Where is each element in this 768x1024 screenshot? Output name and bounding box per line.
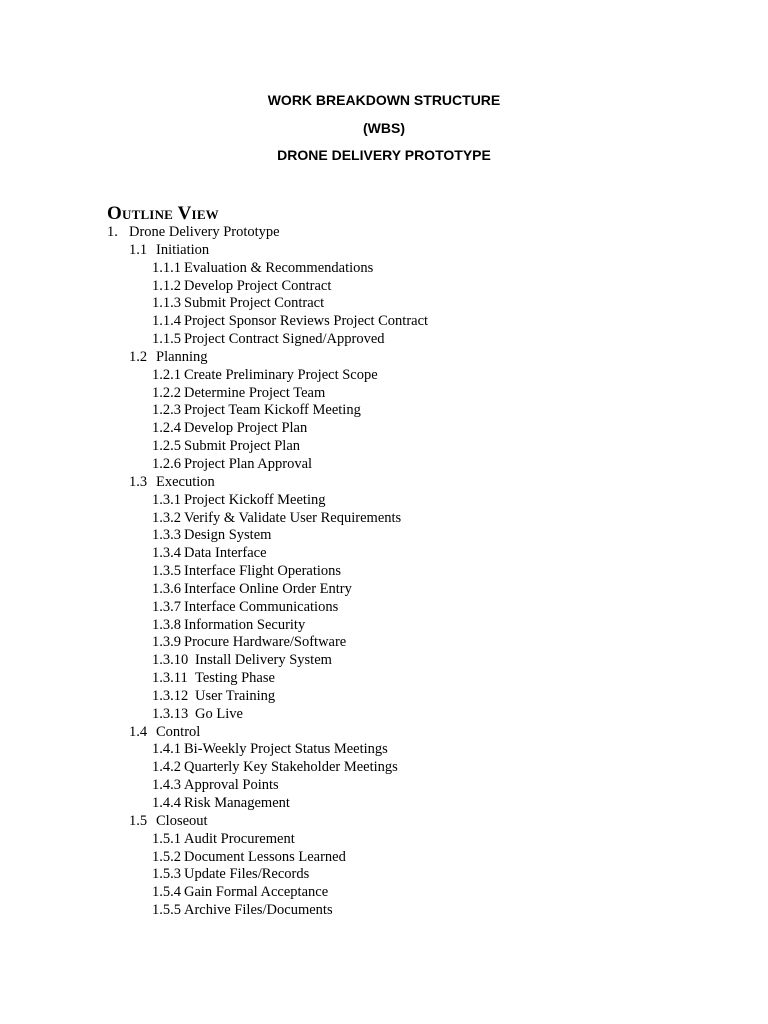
outline-item-label: Quarterly Key Stakeholder Meetings bbox=[184, 759, 398, 776]
outline-item-number: 1.2.3 bbox=[152, 402, 181, 419]
outline-item-1-3-2 bbox=[0, 510, 768, 528]
outline-item-label: Interface Online Order Entry bbox=[184, 580, 352, 597]
outline-item-number: 1.1.5 bbox=[152, 331, 181, 348]
outline-item-number: 1.3.1 bbox=[152, 491, 181, 508]
outline-item-1-3-1 bbox=[0, 492, 768, 510]
outline-item-label: Bi-Weekly Project Status Meetings bbox=[184, 741, 388, 758]
outline-item-label: Evaluation & Recommendations bbox=[184, 259, 374, 276]
outline-item-label: Project Contract Signed/Approved bbox=[184, 331, 385, 348]
outline-item-label: Develop Project Plan bbox=[184, 420, 308, 437]
outline-item-1-3-5 bbox=[0, 563, 768, 581]
outline-item-label: Control bbox=[156, 723, 201, 740]
outline-item-1-3-8 bbox=[0, 617, 768, 635]
outline-item-1-2 bbox=[0, 349, 768, 367]
outline-item-number: 1.4.4 bbox=[152, 795, 181, 811]
outline-item-1-2-4 bbox=[0, 420, 768, 438]
outline-item-1-3-11 bbox=[0, 670, 768, 688]
outline-item-1-1 bbox=[0, 242, 768, 260]
outline-item-number: 1.3.7 bbox=[152, 598, 181, 615]
outline-item-label: Procure Hardware/Software bbox=[184, 634, 347, 651]
outline-item-1-5-2 bbox=[0, 849, 768, 867]
outline-item-number: 1.2.2 bbox=[152, 384, 181, 401]
outline-item-number: 1.1.1 bbox=[152, 259, 181, 276]
outline-item-1-1-1 bbox=[0, 260, 768, 278]
outline-item-label: Design System bbox=[184, 527, 272, 544]
outline-item-label: Project Plan Approval bbox=[184, 455, 313, 472]
header-title-line-1: WORK BREAKDOWN STRUCTURE bbox=[267, 92, 501, 108]
outline-item-label: Document Lessons Learned bbox=[184, 848, 346, 865]
outline-item-1-3 bbox=[0, 474, 768, 492]
outline-item-number: 1.5.5 bbox=[152, 902, 181, 919]
outline-item-label: Project Sponsor Reviews Project Contract bbox=[184, 313, 429, 330]
outline-item-label: Information Security bbox=[184, 616, 306, 633]
outline-item-number: 1. bbox=[107, 224, 118, 240]
document-header bbox=[0, 90, 768, 173]
outline-item-label: Create Preliminary Project Scope bbox=[184, 366, 378, 383]
outline-item-number: 1.4 bbox=[129, 723, 148, 740]
outline-item-1-4-4 bbox=[0, 795, 768, 813]
header-title-line-3: DRONE DELIVERY PROTOTYPE bbox=[277, 147, 491, 163]
outline-item-1-4-2 bbox=[0, 759, 768, 777]
outline-item-1-3-12 bbox=[0, 688, 768, 706]
outline-item-1-2-1 bbox=[0, 367, 768, 385]
outline-item-label: Testing Phase bbox=[195, 670, 275, 687]
outline-item-1-3-7 bbox=[0, 599, 768, 617]
outline-item-number: 1.3.5 bbox=[152, 563, 181, 580]
outline-item-label: Archive Files/Documents bbox=[184, 902, 333, 919]
outline-item-1-5-4 bbox=[0, 884, 768, 902]
outline-item-number: 1.3.11 bbox=[152, 670, 188, 687]
header-title-line-2: (WBS) bbox=[363, 119, 405, 136]
outline-item-number: 1.3.10 bbox=[152, 652, 189, 669]
outline-item-label: Gain Formal Acceptance bbox=[184, 884, 329, 901]
outline-item-1-3-4 bbox=[0, 545, 768, 563]
outline-item-label: Interface Flight Operations bbox=[184, 563, 342, 580]
outline-item-label: User Training bbox=[195, 687, 276, 704]
outline-item-1-4-1 bbox=[0, 741, 768, 759]
outline-item-1-5 bbox=[0, 813, 768, 831]
outline-item-number: 1.5.2 bbox=[152, 848, 181, 865]
outline-item-number: 1.1.4 bbox=[152, 313, 181, 330]
outline-item-1-1-5 bbox=[0, 331, 768, 349]
outline-item-number: 1.4.1 bbox=[152, 741, 181, 758]
outline-item-number: 1.3.13 bbox=[152, 705, 189, 722]
outline-item-1-3-6 bbox=[0, 581, 768, 599]
outline-item-1-1-3 bbox=[0, 295, 768, 313]
outline-item-number: 1.5.3 bbox=[152, 866, 181, 883]
outline-item-number: 1.3.12 bbox=[152, 687, 189, 704]
outline-item-number: 1.3.3 bbox=[152, 527, 181, 544]
outline-item-label: Closeout bbox=[156, 812, 208, 829]
outline-item-number: 1.2 bbox=[129, 348, 148, 365]
outline-item-number: 1.3.6 bbox=[152, 580, 181, 597]
outline-item-1-2-6 bbox=[0, 456, 768, 474]
outline-item-number: 1.5.1 bbox=[152, 830, 181, 847]
outline-item-label: Drone Delivery Prototype bbox=[129, 224, 280, 240]
outline-item-1-3-10 bbox=[0, 652, 768, 670]
outline-item-1-2-3 bbox=[0, 402, 768, 420]
outline-item-label: Project Kickoff Meeting bbox=[184, 491, 326, 508]
outline-item-label: Audit Procurement bbox=[184, 830, 295, 847]
outline-item-label: Submit Project Plan bbox=[184, 438, 300, 455]
outline-item-label: Determine Project Team bbox=[184, 384, 326, 401]
outline-item-label: Install Delivery System bbox=[195, 652, 332, 669]
outline-item-1 bbox=[0, 224, 768, 242]
outline-item-1-2-5 bbox=[0, 438, 768, 456]
outline-view-heading: Outline View bbox=[107, 203, 219, 224]
outline-item-1-3-13 bbox=[0, 706, 768, 724]
outline-item-1-2-2 bbox=[0, 385, 768, 403]
outline-item-label: Approval Points bbox=[184, 777, 279, 794]
outline-item-1-5-5 bbox=[0, 902, 768, 920]
outline-item-1-3-3 bbox=[0, 527, 768, 545]
outline-item-label: Planning bbox=[156, 348, 208, 365]
outline-item-label: Develop Project Contract bbox=[184, 277, 332, 294]
outline-item-1-1-2 bbox=[0, 278, 768, 296]
outline-item-1-3-9 bbox=[0, 634, 768, 652]
outline-item-number: 1.3.8 bbox=[152, 616, 181, 633]
outline-item-number: 1.3.4 bbox=[152, 545, 181, 562]
outline-item-number: 1.1.3 bbox=[152, 295, 181, 312]
outline-item-label: Interface Communications bbox=[184, 598, 339, 615]
outline-item-number: 1.2.1 bbox=[152, 366, 181, 383]
outline-item-number: 1.1.2 bbox=[152, 277, 181, 294]
outline-item-label: Verify & Validate User Requirements bbox=[184, 509, 402, 526]
outline-item-label: Risk Management bbox=[184, 795, 290, 811]
outline-item-number: 1.3 bbox=[129, 473, 148, 490]
outline-item-number: 1.3.2 bbox=[152, 509, 181, 526]
outline-item-label: Update Files/Records bbox=[184, 866, 310, 883]
outline-item-number: 1.2.6 bbox=[152, 455, 181, 472]
wbs-outline-list bbox=[0, 224, 768, 920]
outline-item-number: 1.5.4 bbox=[152, 884, 181, 901]
outline-item-1-1-4 bbox=[0, 313, 768, 331]
outline-item-label: Project Team Kickoff Meeting bbox=[184, 402, 361, 419]
outline-item-number: 1.4.2 bbox=[152, 759, 181, 776]
outline-item-number: 1.4.3 bbox=[152, 777, 181, 794]
outline-item-label: Initiation bbox=[156, 241, 210, 258]
outline-item-label: Submit Project Contract bbox=[184, 295, 325, 312]
outline-item-label: Execution bbox=[156, 473, 215, 490]
outline-item-number: 1.5 bbox=[129, 812, 148, 829]
outline-item-number: 1.3.9 bbox=[152, 634, 181, 651]
outline-item-number: 1.1 bbox=[129, 241, 148, 258]
outline-item-label: Data Interface bbox=[184, 545, 267, 562]
outline-item-number: 1.2.4 bbox=[152, 420, 181, 437]
outline-item-1-4-3 bbox=[0, 777, 768, 795]
outline-item-label: Go Live bbox=[195, 705, 243, 722]
outline-item-1-4 bbox=[0, 724, 768, 742]
outline-item-1-5-1 bbox=[0, 831, 768, 849]
outline-item-number: 1.2.5 bbox=[152, 438, 181, 455]
outline-item-1-5-3 bbox=[0, 866, 768, 884]
